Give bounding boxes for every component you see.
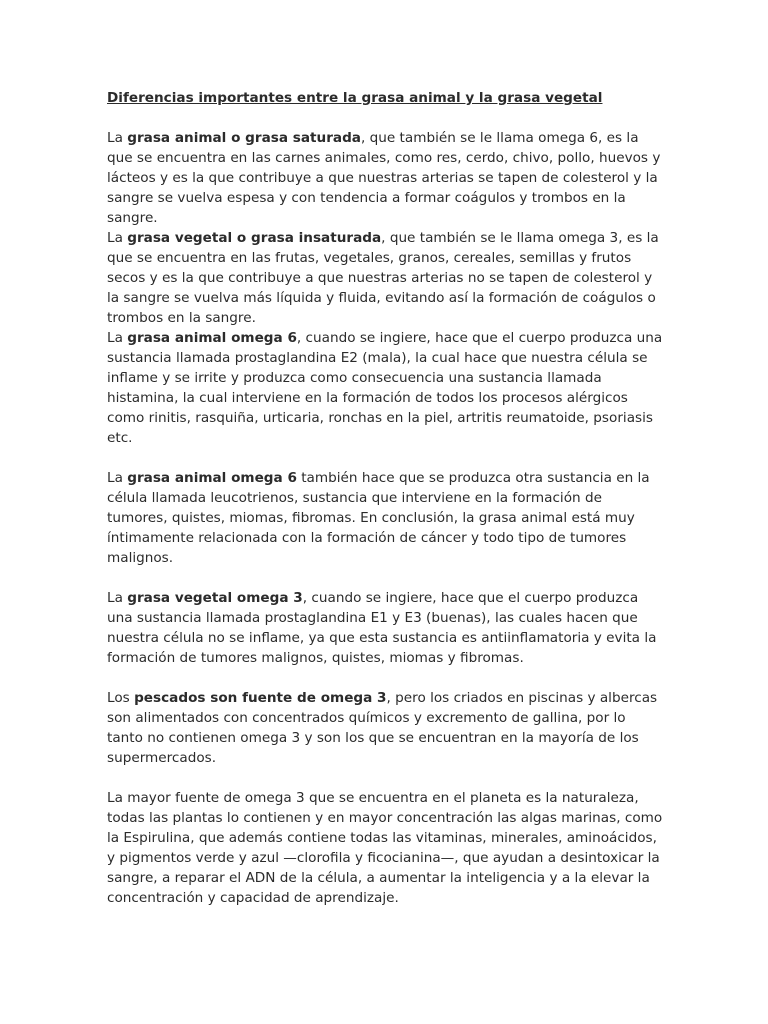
paragraph-text: La	[107, 470, 128, 486]
paragraph-text: , cuando se ingiere, hace que el cuerpo produzca una sustancia llamada prostaglandina E2 (mala), la cual hace que nuestra célula se inflame y se irrite y produzca como consecuencia una sustancia llamada histamina, la cual interviene en la formación de todos los procesos alérgicos como rinitis, rasquiña, urticaria, ronchas en la piel, artritis reumatoide, psoriasis etc.	[107, 330, 663, 446]
paragraph-text: , cuando se ingiere, hace que el cuerpo produzca una sustancia llamada prostaglandina E1 y E3 (buenas), las cuales hacen que nuestra célula no se inflame, ya que esta sustancia es antiinflamatoria y evita la formación de tumores malignos, quistes, miomas y fibromas.	[107, 590, 657, 666]
paragraph-bold-term: grasa animal omega 6	[127, 470, 297, 486]
paragraph-bold-term: grasa animal omega 6	[127, 330, 297, 346]
paragraph-bold-term: grasa vegetal o grasa insaturada	[127, 230, 382, 246]
paragraph-text: La	[107, 590, 128, 606]
document-title: Diferencias importantes entre la grasa animal y la grasa vegetal	[107, 90, 603, 106]
paragraph-grasa-animal	[107, 128, 663, 228]
paragraph-text: La	[107, 330, 128, 346]
paragraph-text: La	[107, 230, 128, 246]
paragraph-bold-term: grasa animal o grasa saturada	[127, 130, 361, 146]
paragraph-text: La	[107, 130, 128, 146]
paragraph-grasa-vegetal	[107, 228, 663, 328]
document-page	[107, 88, 663, 908]
paragraph-text: La mayor fuente de omega 3 que se encuentra en el planeta es la naturaleza, todas las plantas lo contienen y en mayor concentración las algas marinas, como la Espirulina, que además contiene todas las vitaminas, minerales, aminoácidos, y pigmentos verde y azul —clorofila y ficocianina—, que ayudan a desintoxicar la sangre, a reparar el ADN de la célula, a aumentar la inteligencia y a la elevar la concentración y capacidad de aprendizaje.	[107, 790, 663, 906]
paragraph-espirulina	[107, 788, 663, 908]
paragraph-text: , que también se le llama omega 6, es la que se encuentra en las carnes animales, como res, cerdo, chivo, pollo, huevos y lácteos y es la que contribuye a que nuestras arterias se tapen de colesterol y la sangre se vuelva espesa y con tendencia a formar coágulos y trombos en la sangre.	[107, 130, 661, 226]
paragraph-bold-term: pescados son fuente de omega 3	[134, 690, 387, 706]
paragraph-text: , que también se le llama omega 3, es la que se encuentra en las frutas, vegetales, granos, cereales, semillas y frutos secos y es la que contribuye a que nuestras arterias no se tapen de colesterol y la sangre se vuelva más líquida y fluida, evitando así la formación de coágulos o trombos en la sangre.	[107, 230, 659, 326]
paragraph-bold-term: grasa vegetal omega 3	[127, 590, 303, 606]
paragraph-omega-6-leucotrienos	[107, 468, 663, 568]
paragraph-text: también hace que se produzca otra sustancia en la célula llamada leucotrienos, sustancia que interviene en la formación de tumores, quistes, miomas, fibromas. En conclusión, la grasa animal está muy íntimamente relacionada con la formación de cáncer y todo tipo de tumores malignos.	[107, 470, 650, 566]
paragraph-text: Los	[107, 690, 135, 706]
paragraph-omega-3	[107, 588, 663, 668]
paragraph-text: , pero los criados en piscinas y albercas son alimentados con concentrados químicos y excremento de gallina, por lo tanto no contienen omega 3 y son los que se encuentran en la mayoría de los supermercados.	[107, 690, 658, 766]
paragraph-pescados	[107, 688, 663, 768]
paragraph-omega-6-prostaglandina	[107, 328, 663, 448]
